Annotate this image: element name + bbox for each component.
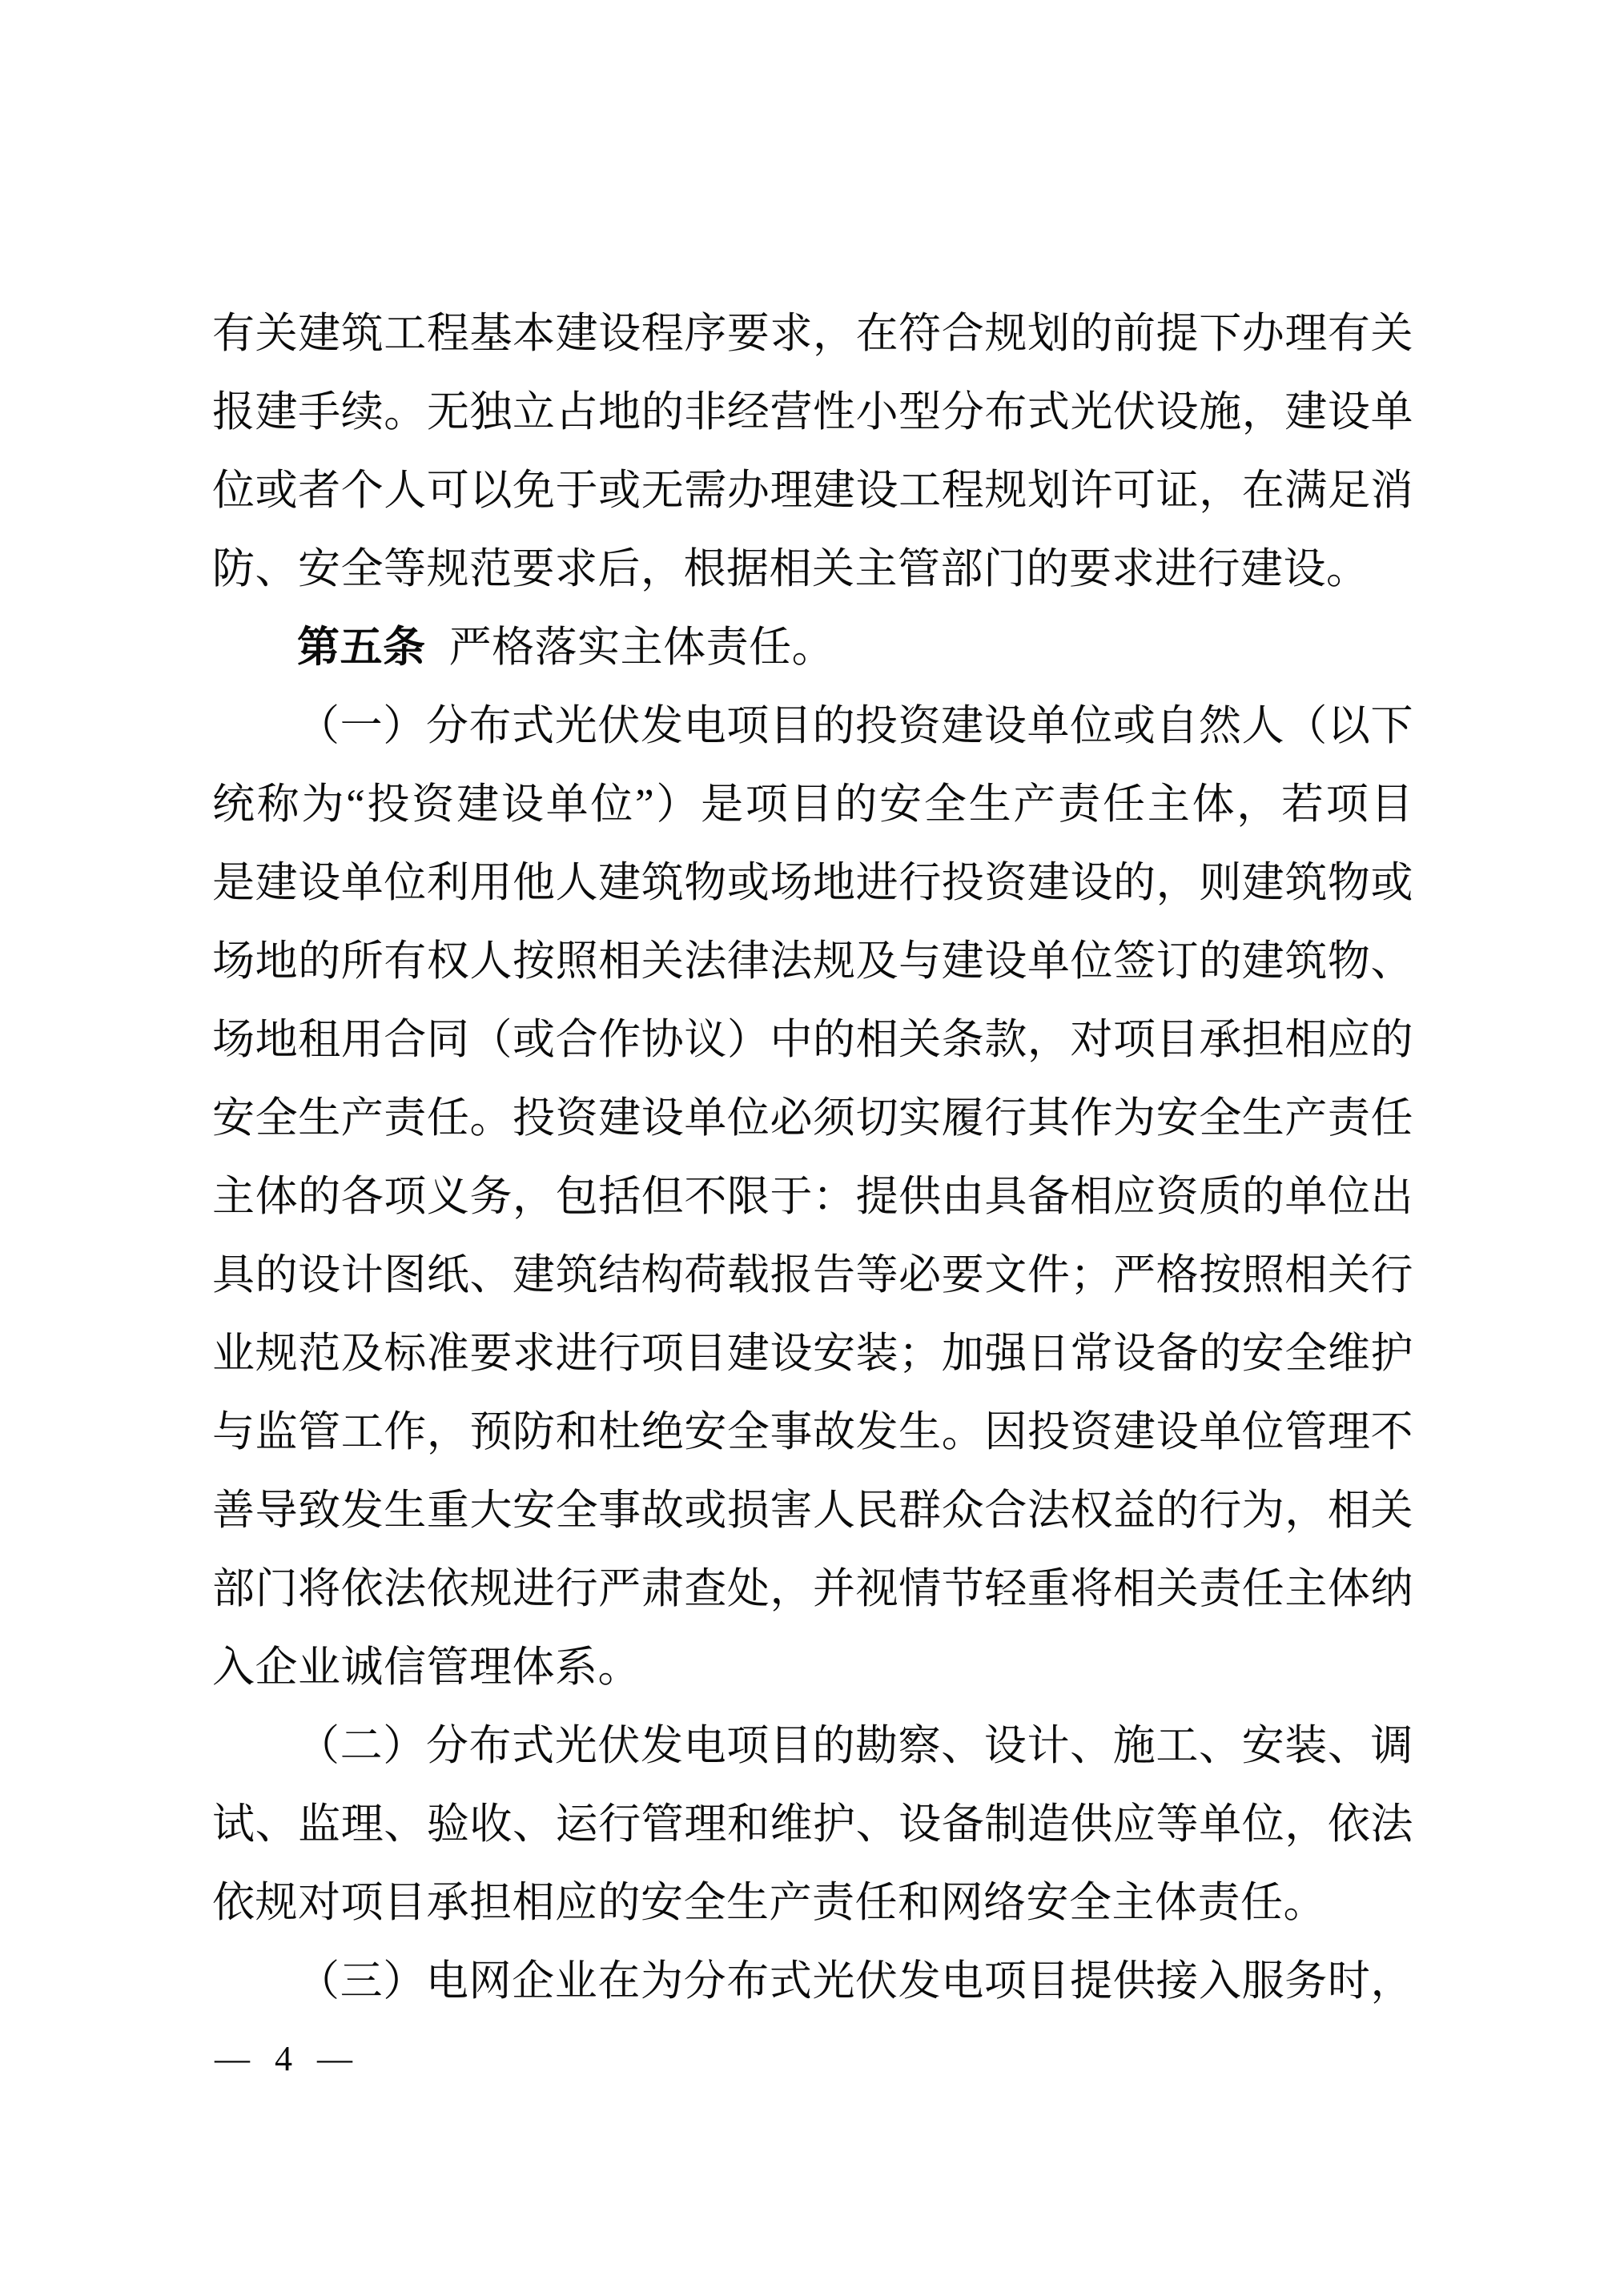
text-line: 位或者个人可以免于或无需办理建设工程规划许可证，在满足消 (212, 468, 1413, 514)
page-number: — 4 — (215, 2039, 360, 2078)
text-line: 具的设计图纸、建筑结构荷载报告等必要文件；严格按照相关行 (212, 1252, 1413, 1299)
article-number-label: 第五条 (297, 624, 426, 671)
text-line: （一）分布式光伏发电项目的投资建设单位或自然人（以下 (297, 703, 1413, 749)
text-line: 场地租用合同（或合作协议）中的相关条款，对项目承担相应的 (212, 1017, 1413, 1063)
text-line: 有关建筑工程基本建设程序要求，在符合规划的前提下办理有关 (212, 311, 1413, 357)
article-title-text: 严格落实主体责任。 (448, 624, 835, 671)
text-line: 部门将依法依规进行严肃查处，并视情节轻重将相关责任主体纳 (212, 1566, 1413, 1612)
text-line: 依规对项目承担相应的安全生产责任和网络安全主体责任。 (212, 1880, 1326, 1926)
text-line: （三）电网企业在为分布式光伏发电项目提供接入服务时， (297, 1958, 1413, 2005)
text-line: 试、监理、验收、运行管理和维护、设备制造供应等单位，依法 (212, 1801, 1413, 1848)
text-line: 统称为“投资建设单位”）是项目的安全生产责任主体，若项目 (212, 781, 1413, 828)
text-line: 业规范及标准要求进行项目建设安装；加强日常设备的安全维护 (212, 1331, 1413, 1377)
text-line: 是建设单位利用他人建筑物或场地进行投资建设的，则建筑物或 (212, 860, 1413, 906)
text-block (212, 295, 1413, 2021)
text-line: 防、安全等规范要求后，根据相关主管部门的要求进行建设。 (212, 546, 1369, 592)
text-line: 安全生产责任。投资建设单位必须切实履行其作为安全生产责任 (212, 1095, 1413, 1142)
text-line: 报建手续。无独立占地的非经营性小型分布式光伏设施，建设单 (212, 389, 1413, 436)
text-line (212, 608, 1413, 687)
text-line: 入企业诚信管理体系。 (212, 1644, 641, 1691)
text-line: 善导致发生重大安全事故或损害人民群众合法权益的行为，相关 (212, 1487, 1413, 1534)
text-line: （二）分布式光伏发电项目的勘察、设计、施工、安装、调 (297, 1723, 1413, 1769)
text-line: 场地的所有权人按照相关法律法规及与建设单位签订的建筑物、 (212, 938, 1413, 985)
text-line: 与监管工作，预防和杜绝安全事故发生。因投资建设单位管理不 (212, 1409, 1413, 1455)
text-line: 主体的各项义务，包括但不限于：提供由具备相应资质的单位出 (212, 1174, 1413, 1220)
